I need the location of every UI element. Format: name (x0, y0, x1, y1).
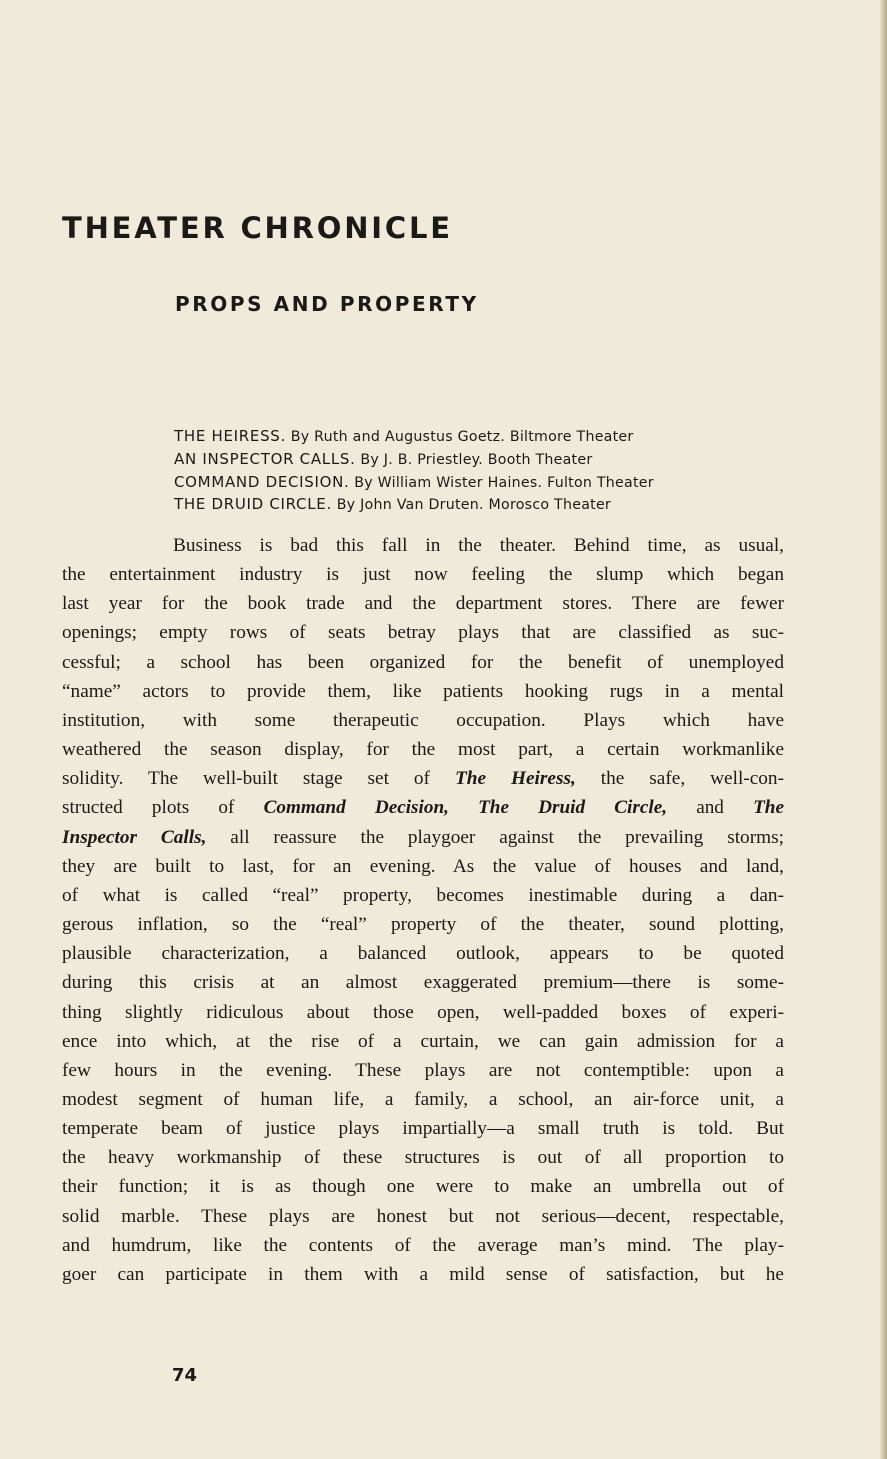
play-entry (174, 494, 814, 517)
body-line (62, 823, 784, 852)
play-credit: By John Van Druten. Morosco Theater (336, 497, 612, 514)
body-line: last year for the book trade and the department stores. There are fewer (62, 593, 784, 615)
body-line: their function; it is as though one were to make an umbrella out of (62, 1176, 784, 1198)
body-line: few hours in the evening. These plays are not contemptible: upon a (62, 1059, 784, 1081)
body-line (62, 764, 784, 793)
body-line: weathered the season display, for the most part, a certain workmanlike (62, 739, 784, 761)
body-line: “name” actors to provide them, like patients hooking rugs in a mental (62, 680, 784, 702)
body-text-run: all reassure the playgoer against the prevailing storms; (206, 826, 784, 848)
play-title-italic: The (753, 797, 784, 819)
article-title: PROPS AND PROPERTY (175, 292, 479, 316)
body-line: and humdrum, like the contents of the average man’s mind. The play- (62, 1234, 784, 1256)
play-credit: By William Wister Haines. Fulton Theater (354, 474, 654, 491)
body-line: gerous inflation, so the “real” property of the theater, sound plotting, (62, 914, 784, 936)
play-name: AN INSPECTOR CALLS. (174, 449, 356, 468)
body-line: plausible characterization, a balanced outlook, appears to be quoted (62, 943, 784, 965)
play-credit: By J. B. Priestley. Booth Theater (360, 451, 593, 468)
body-text-run: structed plots of (62, 797, 264, 819)
body-line: Business is bad this fall in the theater. Behind time, as usual, (173, 535, 784, 556)
play-name: COMMAND DECISION. (174, 472, 350, 491)
body-line: institution, with some therapeutic occupation. Plays which have (62, 709, 784, 731)
body-line: modest segment of human life, a family, a school, an air-force unit, a (62, 1088, 784, 1110)
body-text-run: solidity. The well-built stage set of (62, 768, 455, 790)
page-edge (880, 0, 887, 1459)
play-entry (174, 426, 814, 449)
body-line: solid marble. These plays are honest but not serious—decent, respectable, (62, 1205, 784, 1227)
body-line: during this crisis at an almost exaggerated premium—there is some- (62, 972, 784, 994)
body-line: goer can participate in them with a mild sense of satisfaction, but he (62, 1263, 784, 1285)
play-name: THE HEIRESS. (174, 427, 286, 445)
body-line: they are built to last, for an evening. As the value of houses and land, (62, 855, 784, 877)
play-entry (174, 472, 814, 495)
body-line: openings; empty rows of seats betray plays that are classified as suc- (62, 622, 784, 644)
body-line: cessful; a school has been organized for the benefit of unemployed (62, 651, 784, 673)
body-text-run: and (667, 797, 754, 819)
play-name: THE DRUID CIRCLE. (174, 495, 332, 514)
play-title-italic: The Heiress, (454, 768, 576, 790)
play-title-italic: Command Decision, The Druid Circle, (263, 797, 668, 819)
body-line (62, 793, 784, 822)
body-line: temperate beam of justice plays impartially—a small truth is told. But (62, 1118, 784, 1140)
play-entry (174, 449, 814, 472)
article-body (62, 531, 784, 1289)
play-title-italic: Inspector Calls, (62, 826, 207, 848)
body-text-run: the safe, well-con- (575, 768, 784, 790)
play-list (174, 426, 814, 517)
body-line: the heavy workmanship of these structures is out of all proportion to (62, 1147, 784, 1169)
body-line: the entertainment industry is just now feeling the slump which began (62, 564, 784, 586)
body-line: of what is called “real” property, becomes inestimable during a dan- (62, 884, 784, 906)
play-credit: By Ruth and Augustus Goetz. Biltmore Theater (290, 429, 634, 445)
section-title: THEATER CHRONICLE (62, 211, 453, 245)
page-number: 74 (172, 1365, 198, 1386)
body-line: ence into which, at the rise of a curtain, we can gain admission for a (62, 1030, 784, 1052)
body-line: thing slightly ridiculous about those open, well-padded boxes of experi- (62, 1001, 784, 1023)
